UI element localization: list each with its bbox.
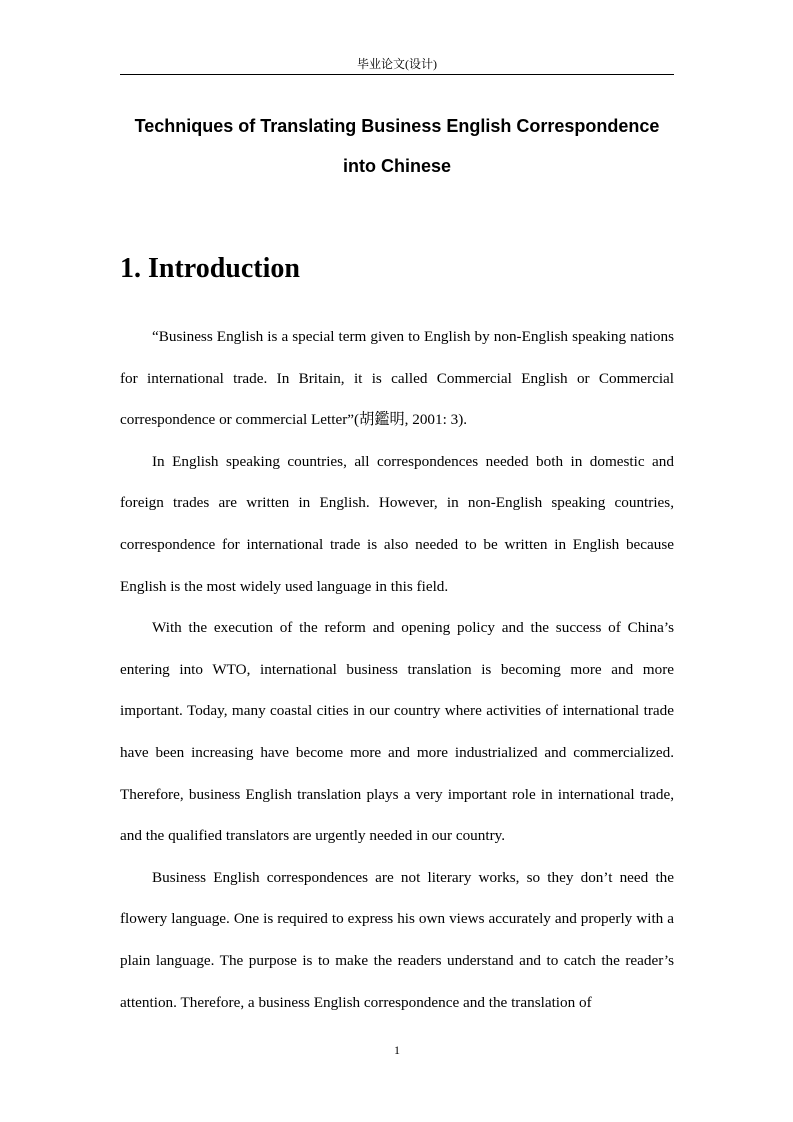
running-header: 毕业论文(设计) (357, 57, 437, 71)
document-title-line-1: Techniques of Translating Business English Correspondence (134, 116, 660, 136)
paragraph: With the execution of the reform and opening policy and the success of China’s entering into WTO, international business translation is becoming more and more important. Today, many coastal cities in our country where activities of international trade have been increasing have become more and more industrialized and commercialized. Therefore, business English translation plays a very important role in international trade, and the qualified translators are urgently needed in our country. (120, 619, 674, 845)
paragraph: In English speaking countries, all correspondences needed both in domestic and foreign trades are written in English. However, in non-English speaking countries, correspondence for international trade is also needed to be written in English because English is the most widely used language in this field. (120, 452, 674, 595)
document-title-line-2: into Chinese (342, 156, 451, 176)
paragraph: “Business English is a special term given to English by non-English speaking nations for international trade. In Britain, it is called Commercial English or Commercial correspondence or commercial Letter”(胡鑑明, 2001: 3). (120, 328, 674, 429)
section-heading: 1. Introduction (120, 253, 300, 284)
paragraph: Business English correspondences are not literary works, so they don’t need the flowery language. One is required to express his own views accurately and properly with a plain language. The purpose is to make the readers understand and to catch the reader’s attention. Therefore, a business English correspondence and the translation of (120, 868, 674, 1011)
page-number: 1 (394, 1043, 400, 1057)
body-text (120, 316, 674, 1023)
document-title (100, 106, 694, 186)
header-rule (120, 74, 674, 75)
